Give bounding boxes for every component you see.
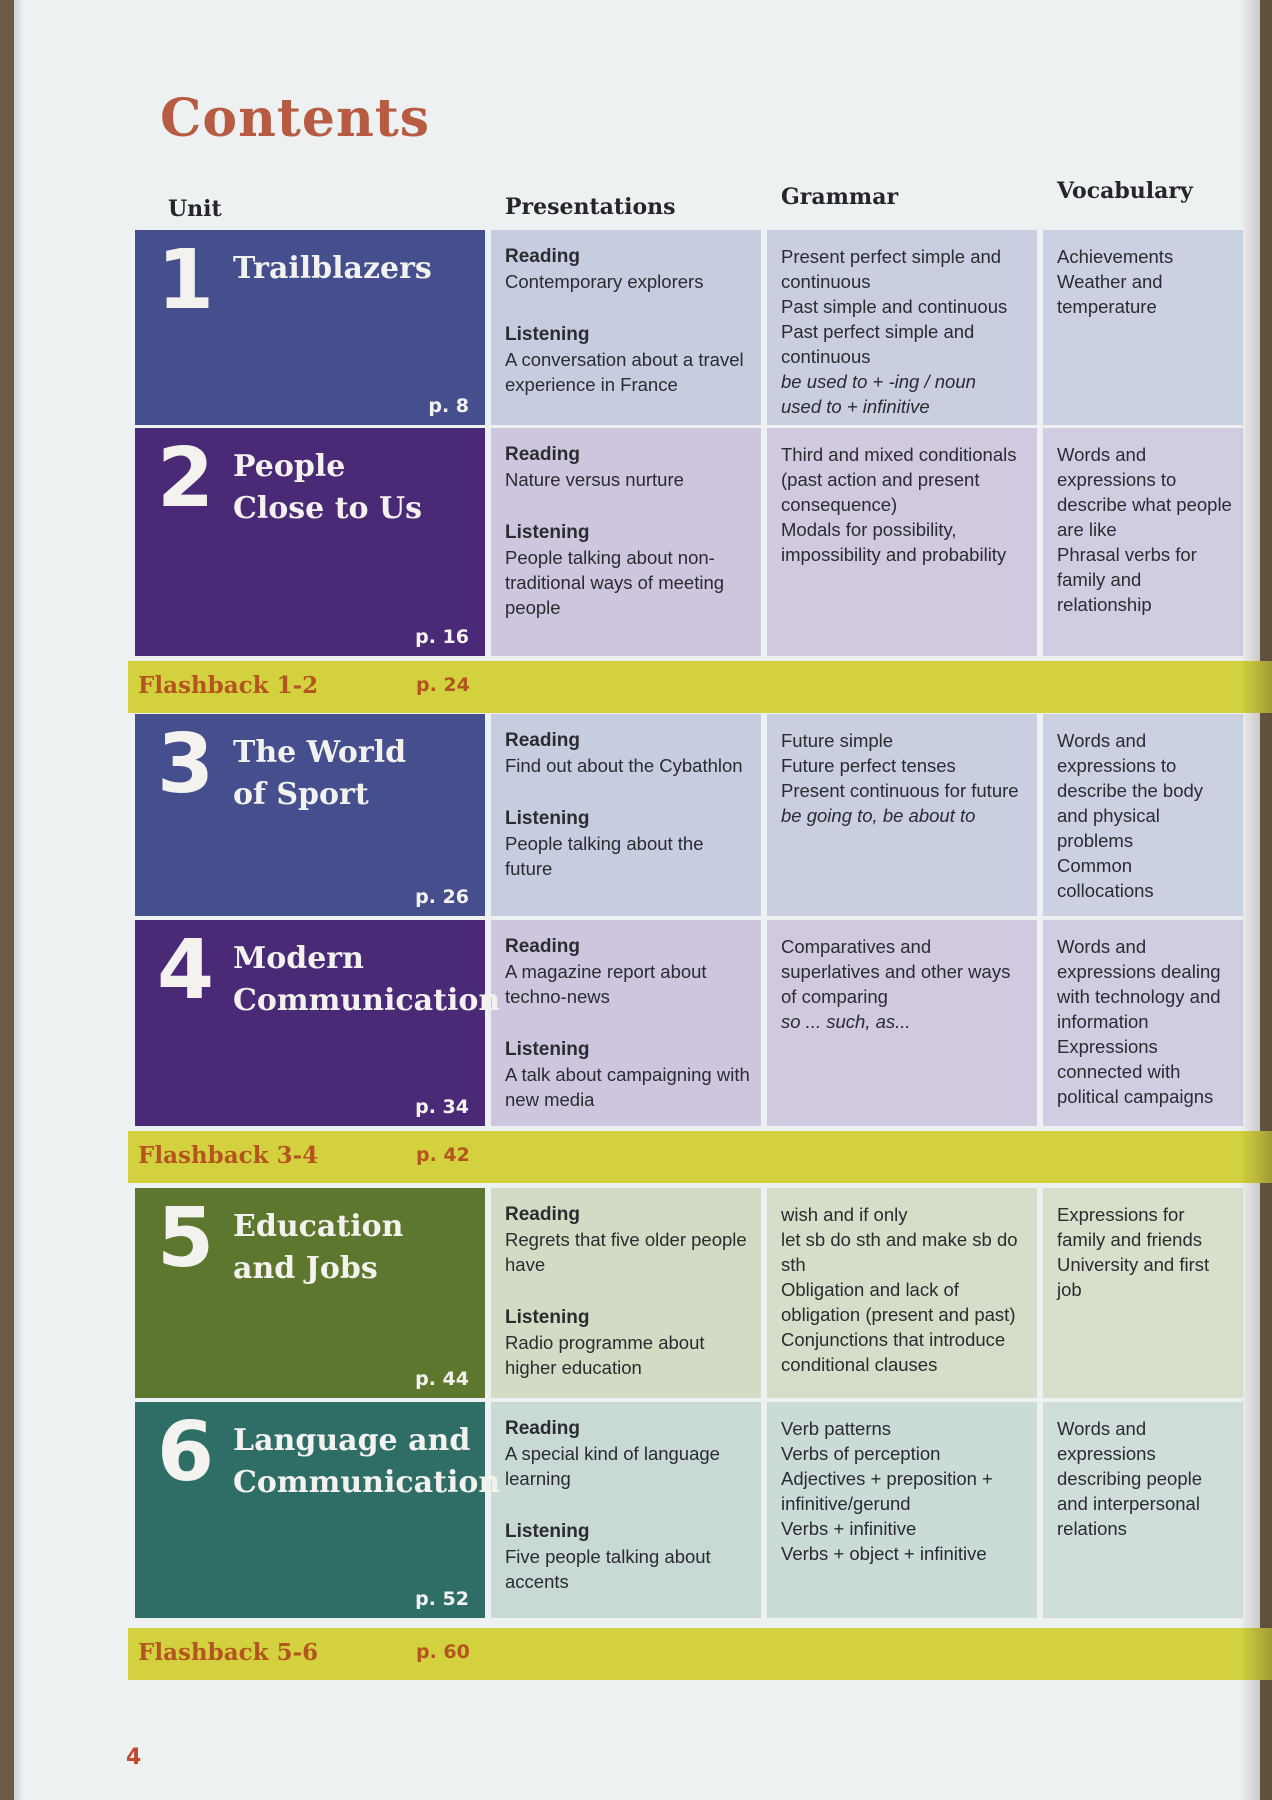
flashback-page-ref: p. 42 [416,1144,470,1166]
presentations-cell [491,230,761,425]
listening-label: Listening [505,324,590,345]
grammar-item: used to + infinitive [781,396,930,417]
grammar-cell [767,428,1037,656]
column-header-vocabulary: Vocabulary [1057,178,1193,204]
grammar-item: wish and if only [781,1204,908,1225]
listening-text: Five people talking about accents [505,1546,711,1592]
flashback-page-ref: p. 24 [416,674,470,696]
flashback-band[interactable] [128,661,1272,713]
unit-page-ref: p. 52 [415,1588,469,1610]
page-shadow [1240,0,1272,1800]
unit-name-line: Modern [233,941,364,976]
flashback-title: Flashback 5-6 [138,1639,319,1666]
vocabulary-item: Words and expressions to describe what people are like [1057,444,1232,540]
unit-name [233,732,406,816]
unit-name [233,248,432,290]
vocabulary-item: Words and expressions describing people and interpersonal relations [1057,1418,1203,1539]
unit-page-ref: p. 34 [415,1096,469,1118]
vocabulary-item: Words and expressions dealing with technology and information [1057,936,1221,1032]
unit-row-6 [135,1402,1272,1618]
unit-row-5 [135,1188,1272,1398]
reading-label: Reading [505,936,580,957]
vocabulary-cell [1043,1402,1243,1618]
listening-label: Listening [505,522,590,543]
unit-tile[interactable] [135,920,501,1126]
reading-label: Reading [505,730,580,751]
vocabulary-cell [1043,714,1243,916]
flashback-title: Flashback 1-2 [138,672,319,699]
spacer [505,492,751,520]
column-header-unit: Unit [168,196,222,222]
unit-page-ref: p. 16 [415,626,469,648]
vocabulary-cell [1043,230,1243,425]
page-title: Contents [160,88,431,149]
listening-label: Listening [505,1521,590,1542]
unit-name-line: People [233,449,346,484]
unit-row-3 [135,714,1272,916]
listening-text: People talking about the future [505,833,704,879]
grammar-item: Past simple and continuous [781,296,1008,317]
unit-name-line: Language and [233,1423,471,1458]
unit-number: 2 [157,431,215,526]
unit-tile[interactable] [135,1188,485,1398]
grammar-cell [767,920,1037,1126]
unit-name-line: Trailblazers [233,251,432,286]
unit-name-line: Close to Us [233,491,423,526]
flashback-page-ref: p. 60 [416,1641,470,1663]
reading-text: A special kind of language learning [505,1443,720,1489]
listening-text: People talking about non-traditional ways of meeting people [505,547,725,618]
listening-label: Listening [505,808,590,829]
unit-number: 6 [157,1405,215,1500]
presentations-cell [491,428,761,656]
unit-name [233,1206,403,1290]
spacer [505,1491,751,1519]
vocabulary-item: Achievements [1057,246,1174,267]
unit-number: 4 [157,923,215,1018]
presentations-cell [491,920,761,1126]
grammar-cell [767,1188,1037,1398]
vocabulary-item: Phrasal verbs for family and relationship [1057,544,1197,615]
grammar-item: Verbs of perception [781,1443,941,1464]
unit-number: 5 [157,1191,215,1286]
grammar-item: Future simple [781,730,894,751]
grammar-item: be going to, be about to [781,805,976,826]
vocabulary-item: Weather and temperature [1057,271,1163,317]
grammar-item: so ... such, as... [781,1011,911,1032]
unit-name [233,938,500,1022]
grammar-item: Modals for possibility, impossibility and probability [781,519,1007,565]
unit-number: 1 [157,233,215,328]
vocabulary-item: University and first job [1057,1254,1210,1300]
reading-label: Reading [505,1204,580,1225]
unit-name-line: Education [233,1209,404,1244]
unit-page-ref: p. 26 [415,886,469,908]
grammar-item: let sb do sth and make sb do sth [781,1229,1018,1275]
presentations-cell [491,1188,761,1398]
unit-name-line: Communication [233,983,501,1018]
grammar-item: be used to + -ing / noun [781,371,976,392]
reading-text: Contemporary explorers [505,271,704,292]
reading-text: Find out about the Cybathlon [505,755,743,776]
grammar-item: Adjectives + preposition + infinitive/gerund [781,1468,993,1514]
grammar-item: Obligation and lack of obligation (present and past) [781,1279,1016,1325]
unit-tile[interactable] [135,714,485,916]
vocabulary-cell [1043,1188,1243,1398]
unit-name-line: Communication [233,1465,501,1500]
spacer [505,1277,751,1305]
spacer [505,294,751,322]
grammar-item: Conjunctions that introduce conditional clauses [781,1329,1006,1375]
listening-text: A talk about campaigning with new media [505,1064,750,1110]
vocabulary-item: Common collocations [1057,855,1154,901]
grammar-cell [767,714,1037,916]
listening-label: Listening [505,1039,590,1060]
grammar-item: Present perfect simple and continuous [781,246,1002,292]
presentations-cell [491,1402,761,1618]
grammar-cell [767,230,1037,425]
grammar-item: Comparatives and superlatives and other ways of comparing [781,936,1011,1007]
unit-name-line: and Jobs [233,1251,378,1286]
page-edge [14,0,24,1800]
listening-text: A conversation about a travel experience in France [505,349,744,395]
unit-page-ref: p. 8 [428,395,469,417]
unit-row-1 [135,230,1272,425]
grammar-item: Verb patterns [781,1418,892,1439]
reading-text: Regrets that five older people have [505,1229,747,1275]
reading-label: Reading [505,1418,580,1439]
presentations-cell [491,714,761,916]
reading-text: Nature versus nurture [505,469,684,490]
flashback-band[interactable] [128,1131,1272,1183]
listening-label: Listening [505,1307,590,1328]
column-header-presentations: Presentations [505,194,676,220]
unit-name [233,1420,500,1504]
vocabulary-item: Words and expressions to describe the body and physical problems [1057,730,1204,851]
unit-row-2 [135,428,1272,656]
spacer [505,1009,751,1037]
unit-page-ref: p. 44 [415,1368,469,1390]
flashback-band[interactable] [128,1628,1272,1680]
vocabulary-item: Expressions for family and friends [1057,1204,1202,1250]
vocabulary-cell [1043,920,1243,1126]
grammar-item: Third and mixed conditionals (past action and present consequence) [781,444,1017,515]
unit-name-line: The World [233,735,407,770]
grammar-item: Future perfect tenses [781,755,956,776]
unit-name [233,446,422,530]
reading-label: Reading [505,444,580,465]
unit-name-line: of Sport [233,777,369,812]
grammar-item: Verbs + object + infinitive [781,1543,987,1564]
listening-text: Radio programme about higher education [505,1332,705,1378]
flashback-title: Flashback 3-4 [138,1142,319,1169]
unit-number: 3 [157,717,215,812]
grammar-item: Past perfect simple and continuous [781,321,975,367]
grammar-item: Verbs + infinitive [781,1518,917,1539]
grammar-cell [767,1402,1037,1618]
reading-label: Reading [505,246,580,267]
vocabulary-cell [1043,428,1243,656]
column-header-grammar: Grammar [781,184,899,210]
spacer [505,778,751,806]
unit-tile[interactable] [135,230,485,425]
unit-row-4 [135,920,1272,1126]
vocabulary-item: Expressions connected with political campaigns [1057,1036,1214,1107]
unit-tile[interactable] [135,428,485,656]
reading-text: A magazine report about techno-news [505,961,707,1007]
grammar-item: Present continuous for future [781,780,1019,801]
unit-tile[interactable] [135,1402,501,1618]
page-number: 4 [126,1745,142,1770]
